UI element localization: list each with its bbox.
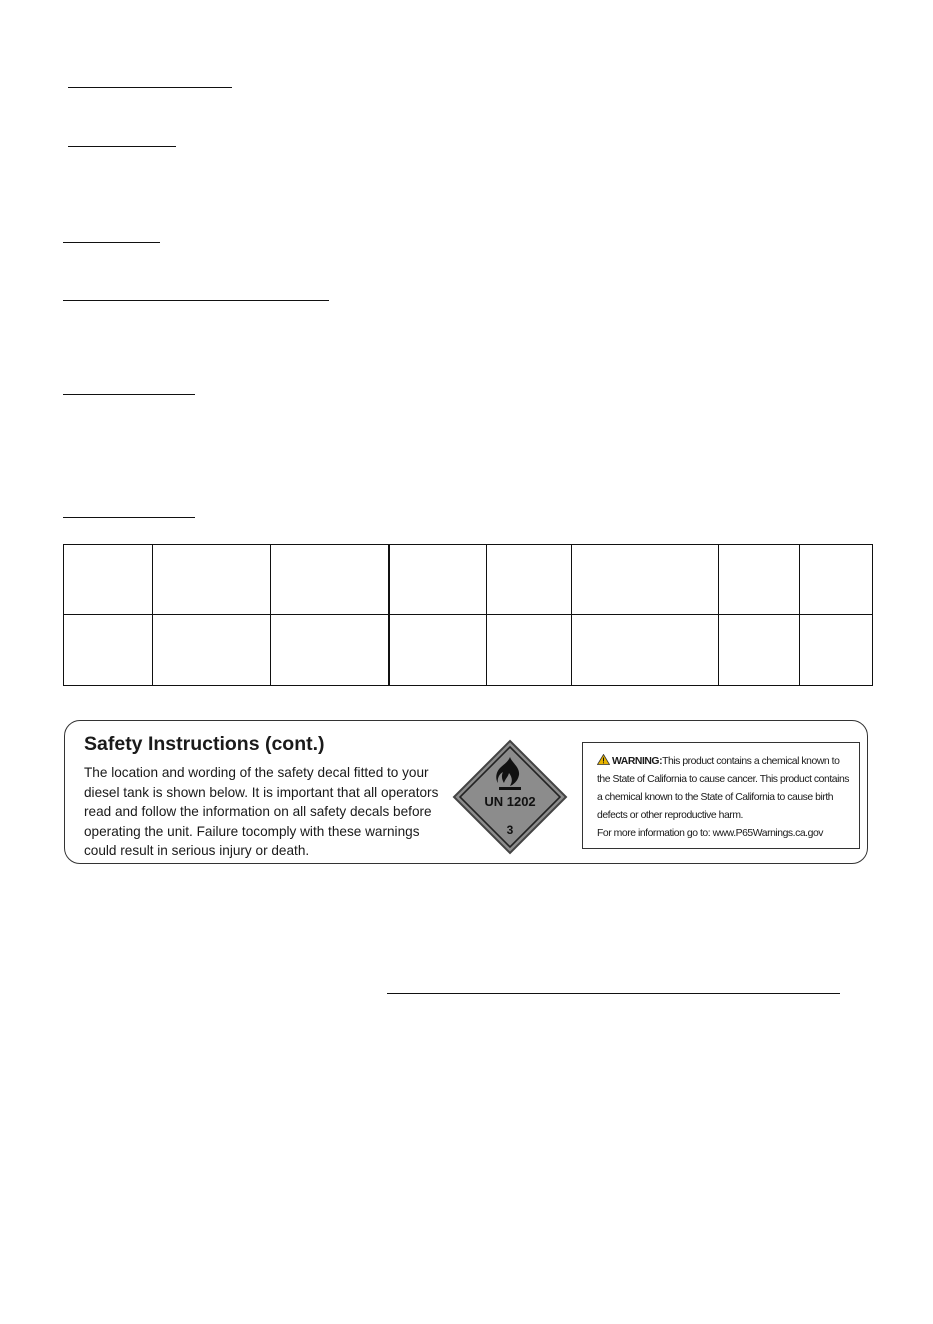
table-cell: [271, 545, 389, 615]
more-info-text: For more information go to: www.P65Warnings.ca.gov: [597, 828, 824, 839]
heading-underline-6: [63, 517, 195, 518]
table-cell: [800, 545, 873, 615]
table-row: [64, 615, 873, 686]
heading-underline-1: [68, 87, 232, 88]
warning-triangle-icon: [597, 754, 610, 765]
panel-title: Safety Instructions (cont.): [84, 733, 325, 755]
panel-body-text: The location and wording of the safety decal fitted to your diesel tank is shown below. It is important that all operators read and follow the information on all safety decals before operating the unit. Failure tocomply with these warnings could result in serious injury or death.: [84, 765, 439, 859]
heading-underline-4: [63, 300, 329, 301]
table-cell: [64, 545, 153, 615]
signature-line: [387, 993, 840, 994]
hazmat-placard: [452, 739, 568, 855]
table-cell: [64, 615, 153, 686]
table-cell: [719, 545, 800, 615]
spec-table: [63, 544, 873, 686]
table-cell: [572, 615, 719, 686]
warning-text: This product contains a chemical known to the State of California to cause cancer. This product contains a chemical known to the State of California to cause birth defects or other reproductive harm.: [597, 756, 850, 821]
warning-label: WARNING:: [612, 756, 663, 767]
table-cell: [271, 615, 389, 686]
table-cell: [389, 615, 487, 686]
table-cell: [487, 545, 572, 615]
un-number: UN 1202: [484, 794, 536, 809]
table-cell: [800, 615, 873, 686]
table-cell: [487, 615, 572, 686]
heading-underline-2: [68, 146, 176, 147]
table-cell: [719, 615, 800, 686]
table-cell: [572, 545, 719, 615]
heading-underline-3: [63, 242, 160, 243]
heading-underline-5: [63, 394, 195, 395]
safety-instructions-panel: [64, 720, 868, 864]
hazard-class: 3: [506, 823, 514, 837]
table-header-row: [64, 545, 873, 615]
table-cell: [153, 615, 271, 686]
prop65-warning-box: [582, 742, 860, 849]
table-cell: [389, 545, 487, 615]
table-cell: [153, 545, 271, 615]
